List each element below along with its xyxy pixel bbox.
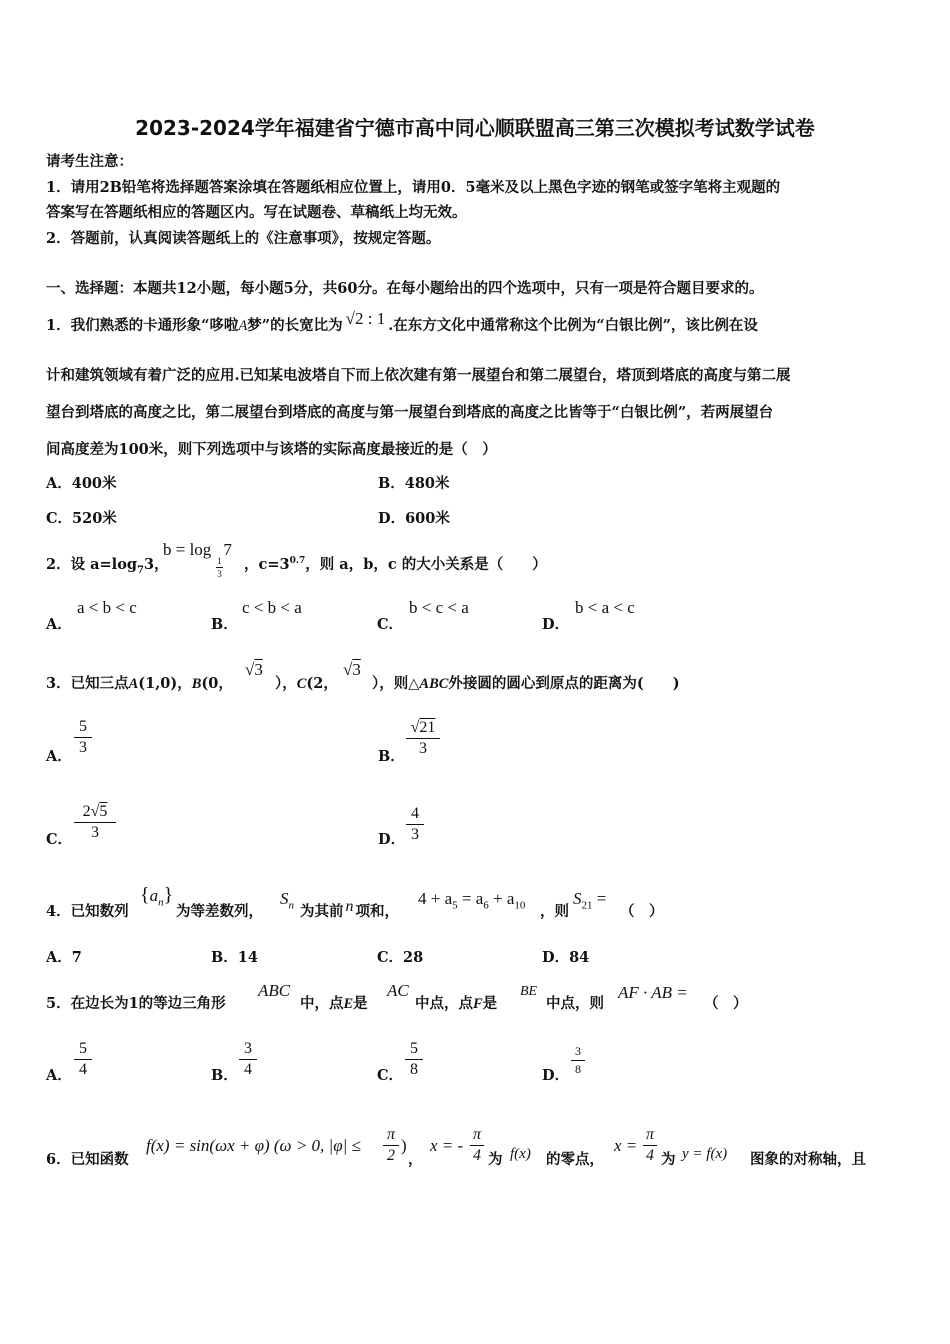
q4-eq-plus: + a [488, 889, 515, 908]
q5-e: E [343, 996, 354, 1012]
q3-b-value: (0， [201, 675, 233, 692]
q5-d-num: 3 [575, 1044, 581, 1058]
q5-option-c [405, 1040, 423, 1079]
page-title: 2023-2024学年福建省宁德市高中同心顺联盟高三第三次模拟考试数学试卷 [135, 116, 815, 140]
q5-d: 中点，点 [415, 995, 473, 1012]
q3-b-close: ）， [275, 675, 297, 692]
q5-text-d [415, 992, 497, 1013]
q2-a-sub: 7 [137, 564, 144, 576]
q4-eq-lhs: 4 + a [418, 889, 453, 908]
q5-b-num: 3 [244, 1040, 252, 1057]
q4-n: n [345, 898, 354, 915]
q6-pi-num: π [386, 1126, 395, 1143]
q4-s21-eq: = [592, 889, 607, 908]
q6-text-b: 为 [488, 1151, 503, 1168]
q2-b-base-num: 1 [217, 556, 222, 566]
q4-eq-s1: 5 [452, 899, 458, 912]
q1-ratio: √2 : 1 [345, 309, 386, 328]
q5-option-d [571, 1044, 585, 1077]
q6-function: f(x) = sin(ωx + φ) (ω > 0, |φ| ≤ [146, 1136, 361, 1155]
q5-abc: ABC [258, 981, 291, 1000]
q6-fx: f(x) [510, 1146, 531, 1162]
q3-a-num: 5 [79, 718, 87, 735]
q4-eq-s3: 10 [514, 899, 526, 912]
q5-label-a: A． [46, 1067, 72, 1084]
q3-point-a: A [128, 676, 139, 692]
q4-s: S [280, 889, 289, 908]
q3-label-c: C． [46, 831, 73, 848]
q2-option-d: b < a < c [575, 598, 635, 617]
q6-comma: ， [408, 1151, 423, 1168]
q3-c-value: (2， [306, 675, 338, 692]
q6-pi-over-4-a [470, 1126, 484, 1165]
q2-text-a: 2．设 a=log [46, 556, 138, 573]
q1-option-b: B．480米 [378, 475, 450, 492]
q5-be: BE [520, 984, 538, 999]
q4-d: 项和， [355, 903, 399, 920]
q5-c-den: 8 [410, 1061, 418, 1078]
q2-label-d: D． [542, 616, 570, 633]
q4-option-c: C．28 [377, 949, 424, 966]
q3-option-c: 2√5 3 [74, 803, 116, 842]
q3-b-den: 3 [419, 740, 427, 757]
q4-s21-sub: 21 [581, 899, 593, 912]
q5-text-b [300, 992, 368, 1013]
q5-ac: AC [387, 981, 409, 1000]
q5-text-g: （ ） [704, 995, 748, 1012]
q3-c-rad: 5 [99, 803, 108, 820]
q1-text-a: 1．我们熟悉的卡通形象“哆啦 [46, 317, 239, 334]
q6-text-a: 6．已知函数 [46, 1151, 129, 1168]
q6-x1: x = - [430, 1136, 464, 1155]
q1-option-a: A．400米 [46, 475, 117, 492]
q2-text-a2: 3， [143, 556, 169, 573]
q1-text-b: 梦”的长宽比为 [247, 317, 343, 334]
q4-text-f: （ ） [620, 903, 664, 920]
question-3 [46, 672, 233, 693]
q4-s21-s: S [573, 889, 582, 908]
q4-sn [280, 889, 294, 911]
q6-close-paren: ) [401, 1136, 407, 1155]
q5-label-b: B． [211, 1067, 238, 1084]
q6-four-a: 4 [473, 1147, 481, 1164]
q6-yfx: y = f(x) [682, 1146, 728, 1162]
q5-text-f: 中点，则 [546, 995, 604, 1012]
q3-text-a: 3．已知三点 [46, 675, 129, 692]
q2-option-c: b < c < a [409, 598, 469, 617]
q3-a-den: 3 [79, 739, 87, 756]
q3-option-d [406, 805, 424, 844]
q3-label-d: D． [378, 831, 406, 848]
q3-c-den: 3 [91, 824, 99, 841]
q3-point-b: B [191, 676, 202, 692]
q3-point-c: C [296, 676, 307, 692]
q4-eq-mid: = a [457, 889, 484, 908]
q3-label-b: B． [378, 748, 405, 765]
q6-four-b: 4 [646, 1147, 654, 1164]
q4-eq-s2: 6 [483, 899, 489, 912]
q5-label-d: D． [542, 1067, 570, 1084]
question-2 [46, 553, 169, 576]
q5-dot-product: AF · AB = [618, 983, 688, 1002]
q3-tail [372, 672, 680, 693]
q4-sequence: $\{a_n\}$ [140, 884, 174, 909]
q5-option-a [74, 1040, 92, 1079]
q4-option-d: D．84 [542, 949, 590, 966]
q3-c-close: ），则△ [372, 675, 420, 692]
q4-equation [418, 889, 525, 911]
section-heading: 一、选择题：本题共12小题，每小题5分，共60分。在每小题给出的四个选项中，只有一项是符合题目要求的。 [46, 280, 764, 297]
q4-text-b: 为等差数列， [176, 903, 263, 920]
q4-option-a: A．7 [46, 949, 82, 966]
notice-line-1a: 1．请用2B铅笔将选择题答案涂填在答题纸相应位置上，请用0．5毫米及以上黑色字迹的钢笔或签字笔将主观题的 [46, 179, 781, 196]
q2-label-b: B． [211, 616, 238, 633]
q2-b-base [216, 556, 223, 579]
q6-text-e: 图象的对称轴，且 [750, 1151, 866, 1168]
q6-x2: x = [614, 1136, 638, 1155]
q6-pi-over-4-b [643, 1126, 657, 1165]
q5-b: 中，点 [300, 995, 344, 1012]
q3-b-num: 21 [419, 719, 436, 736]
q5-option-b [239, 1040, 257, 1079]
q2-label-c: C． [377, 616, 404, 633]
question-1-line-3: 望台到塔底的高度之比，第二展望台到塔底的高度与第一展望台到塔底的高度之比皆等于“白银比例”，若两展望台 [46, 404, 774, 421]
q4-text-c [300, 900, 399, 921]
q4-s-sub: n [288, 899, 294, 912]
notice-line-1b: 答案写在答题纸相应的答题区内。写在试题卷、草稿纸上均无效。 [46, 204, 467, 221]
q4-text-a: 4．已知数列 [46, 903, 129, 920]
q6-pi-over-2 [383, 1126, 399, 1165]
q3-mid [275, 672, 338, 693]
q4-seq-a: a [149, 886, 159, 905]
q3-option-a [74, 718, 92, 757]
q6-pi-a: π [472, 1126, 481, 1143]
notice-heading: 请考生注意： [46, 153, 133, 170]
q3-tail-text: 外接圆的圆心到原点的距离为( ) [448, 675, 680, 692]
q6-pi-b: π [645, 1126, 654, 1143]
q3-a-value: (1,0)， [138, 675, 192, 692]
q5-a-num: 5 [79, 1040, 87, 1057]
question-1-line-4: 间高度差为100米，则下列选项中与该塔的实际高度最接近的是（ ） [46, 441, 497, 458]
q2-option-b: c < b < a [242, 598, 302, 617]
q5-f: F [473, 996, 483, 1012]
q5-label-c: C． [377, 1067, 404, 1084]
q4-c: 为其前 [300, 903, 344, 920]
q2-d-text: ，则 a，b，c 的大小关系是（ ） [305, 556, 547, 573]
q5-d-den: 8 [575, 1062, 581, 1076]
q4-text-e: ，则 [540, 903, 569, 920]
q1-text-c: .在东方文化中通常称这个比例为“白银比例”，该比例在设 [388, 317, 758, 334]
q3-d-den: 3 [411, 826, 419, 843]
q2-option-a: a < b < c [77, 598, 137, 617]
q5-text-a: 5．在边长为1的等边三角形 [46, 995, 226, 1012]
q4-s21 [573, 889, 606, 911]
q3-label-a: A． [46, 748, 72, 765]
q5-b-den: 4 [244, 1061, 252, 1078]
q3-triangle: ABC [419, 676, 449, 692]
q3-sqrt3-b: √3 [245, 660, 263, 679]
question-1-line-1 [46, 309, 758, 335]
question-1-line-2: 计和建筑领域有着广泛的应用.已知某电波塔自下而上依次建有第一展望台和第二展望台，塔顶到塔底的高度与第二展 [46, 367, 791, 384]
q3-option-b: √21 3 [406, 719, 440, 758]
q5-e-text: 是 [482, 995, 498, 1012]
q2-label-a: A． [46, 616, 72, 633]
q6-text-d: 为 [661, 1151, 676, 1168]
q2-b-log: b = log [163, 540, 212, 559]
q2-b-base-den: 3 [217, 569, 222, 579]
q6-two-den: 2 [387, 1147, 395, 1164]
q1-option-d: D．600米 [378, 510, 450, 527]
q6-text-c: 的零点， [546, 1151, 604, 1168]
q5-c-num: 5 [410, 1040, 418, 1057]
q5-c: 是 [353, 995, 368, 1012]
q4-option-b: B．14 [211, 949, 258, 966]
q3-sqrt3-c: √3 [343, 660, 361, 679]
q2-tail [244, 553, 547, 574]
q3-sqrt3-c-arg: 3 [352, 660, 361, 679]
notice-line-2: 2．答题前，认真阅读答题纸上的《注意事项》，按规定答题。 [46, 230, 441, 247]
q3-sqrt3-b-arg: 3 [254, 660, 263, 679]
q2-c-exp: 0.7 [289, 556, 306, 567]
q1-a-italic: A [238, 318, 248, 334]
q1-option-c: C．520米 [46, 510, 117, 527]
q2-c-text: ，c=3 [244, 556, 290, 573]
q5-a-den: 4 [79, 1061, 87, 1078]
q4-seq-sub: n [158, 896, 164, 909]
q3-c-coef: 2 [82, 803, 91, 820]
q2-b-arg: 7 [223, 540, 232, 559]
q3-d-num: 4 [411, 805, 419, 822]
